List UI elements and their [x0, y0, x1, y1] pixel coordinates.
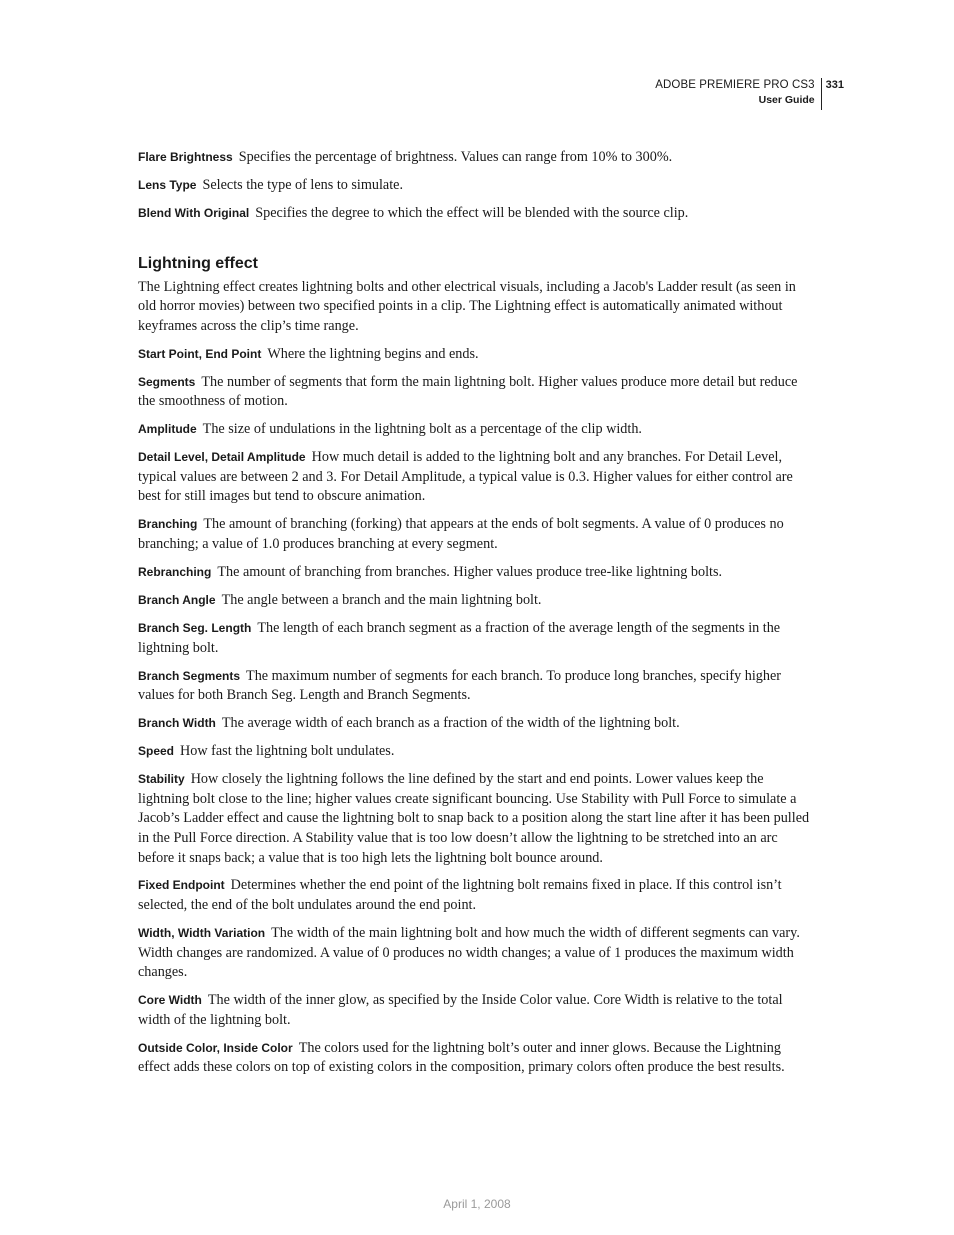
definition-entry: [138, 148, 814, 168]
definition-term: Speed: [138, 744, 175, 759]
definition-text: The length of each branch segment as a fraction of the average length of the segments in the lightning bolt.: [138, 620, 781, 656]
definition-term: Branch Width: [138, 716, 216, 731]
definition-term: Fixed Endpoint: [138, 878, 225, 893]
definition-text: How fast the lightning bolt undulates.: [180, 743, 395, 760]
definition-term: Width, Width Variation: [138, 926, 266, 941]
definition-text: The angle between a branch and the main lightning bolt.: [221, 592, 542, 609]
page-number: 331: [825, 79, 844, 91]
header-titles: [655, 78, 821, 110]
definition-term: Lens Type: [138, 177, 197, 192]
definition-text: The number of segments that form the main lightning bolt. Higher values produce more detail but reduce the smoothness of motion.: [138, 373, 798, 410]
definition-entry: [138, 924, 814, 983]
definition-entry: [138, 1039, 814, 1078]
definition-entry: [138, 619, 814, 658]
page-content: [138, 148, 814, 1086]
definition-entry: [138, 448, 814, 507]
definition-entry: [138, 345, 814, 365]
definition-term: Stability: [138, 772, 185, 787]
definition-term: Blend With Original: [138, 205, 250, 220]
definition-term: Core Width: [138, 993, 202, 1008]
page-header: [655, 78, 844, 110]
definition-text: Determines whether the end point of the lightning bolt remains fixed in place. If this control isn’t selected, the end of the bolt undulates around the end point.: [138, 877, 782, 914]
section-heading: Lightning effect: [138, 254, 258, 272]
guide-title: User Guide: [758, 94, 815, 106]
definition-text: Specifies the percentage of brightness. Values can range from 10% to 300%.: [238, 149, 673, 165]
definition-entry: [138, 204, 814, 224]
definition-text: The size of undulations in the lightning bolt as a percentage of the clip width.: [202, 421, 642, 438]
definition-term: Branching: [138, 517, 198, 532]
definition-entry: [138, 714, 814, 734]
definition-text: Where the lightning begins and ends.: [267, 345, 479, 362]
definition-term: Detail Level, Detail Amplitude: [138, 450, 306, 465]
definition-text: The amount of branching (forking) that appears at the ends of bolt segments. A value of 0 produces no branching; a value of 1.0 produces branching at every segment.: [138, 516, 784, 553]
definition-entry: [138, 420, 814, 440]
definition-term: Outside Color, Inside Color: [138, 1040, 293, 1055]
definition-text: Selects the type of lens to simulate.: [202, 176, 404, 193]
definition-entry: [138, 515, 814, 554]
definition-text: The maximum number of segments for each branch. To produce long branches, specify higher values for both Branch Seg. Length and Branch Segments.: [138, 667, 781, 704]
definition-entry: [138, 770, 814, 868]
definition-term: Start Point, End Point: [138, 346, 262, 361]
definition-text: The width of the main lightning bolt and how much the width of different segments can vary. Width changes are randomized. A value of 0 produces no width changes; a value of 1 produces the maximum width changes.: [138, 925, 800, 981]
definition-text: Specifies the degree to which the effect will be blended with the source clip.: [255, 204, 689, 221]
definition-entry: [138, 563, 814, 583]
definition-entry: [138, 742, 814, 762]
definition-text: The amount of branching from branches. Higher values produce tree-like lightning bolts.: [217, 564, 723, 581]
definition-text: The colors used for the lightning bolt’s outer and inner glows. Because the Lightning effect adds these colors on top of existing colors in the composition, primary colors often produce the best results.: [138, 1039, 785, 1076]
product-title: ADOBE PREMIERE PRO CS3: [655, 79, 815, 91]
definition-text: The average width of each branch as a fraction of the width of the lightning bolt.: [221, 715, 680, 732]
definition-term: Rebranching: [138, 565, 212, 580]
definition-entry: [138, 667, 814, 706]
definition-term: Branch Segments: [138, 668, 241, 683]
page-footer-date: April 1, 2008: [443, 1197, 511, 1211]
definition-entry: [138, 876, 814, 915]
definition-term: Branch Seg. Length: [138, 621, 252, 635]
definition-text: The width of the inner glow, as specified by the Inside Color value. Core Width is relative to the total width of the lightning bolt.: [138, 992, 783, 1028]
section-intro: The Lightning effect creates lightning bolts and other electrical visuals, including a Jacob's Ladder result (as seen in old horror movies) between two specified points in a clip. The Lightning effect is automatically animated without keyframes across the clip’s time range.: [138, 278, 796, 334]
definition-text: How closely the lightning follows the line defined by the start and end points. Lower values keep the lightning bolt close to the line; higher values create significant bouncing. Use Stability with Pull Force to simulate a Jacob’s Ladder effect and cause the lightning bolt to snap back to a position along the start line after it has been pulled in the Pull Force direction. A Stability value that is too low doesn’t allow the lightning to be stretched into an arc before it snaps back; a value that is too high lets the lightning bolt bounce around.: [138, 771, 810, 866]
definition-term: Branch Angle: [138, 593, 216, 608]
definition-term: Segments: [138, 374, 196, 389]
definition-entry: [138, 591, 814, 611]
definition-term: Amplitude: [138, 422, 197, 437]
definition-term: Flare Brightness: [138, 150, 233, 164]
definition-entry: [138, 176, 814, 196]
definition-text: How much detail is added to the lightning bolt and any branches. For Detail Level, typical values are between 2 and 3. For Detail Amplitude, a typical value is 0.3. Higher values for either control are best for still images but tend to obscure animation.: [138, 449, 793, 505]
definition-entry: [138, 991, 814, 1030]
definition-entry: [138, 373, 814, 412]
